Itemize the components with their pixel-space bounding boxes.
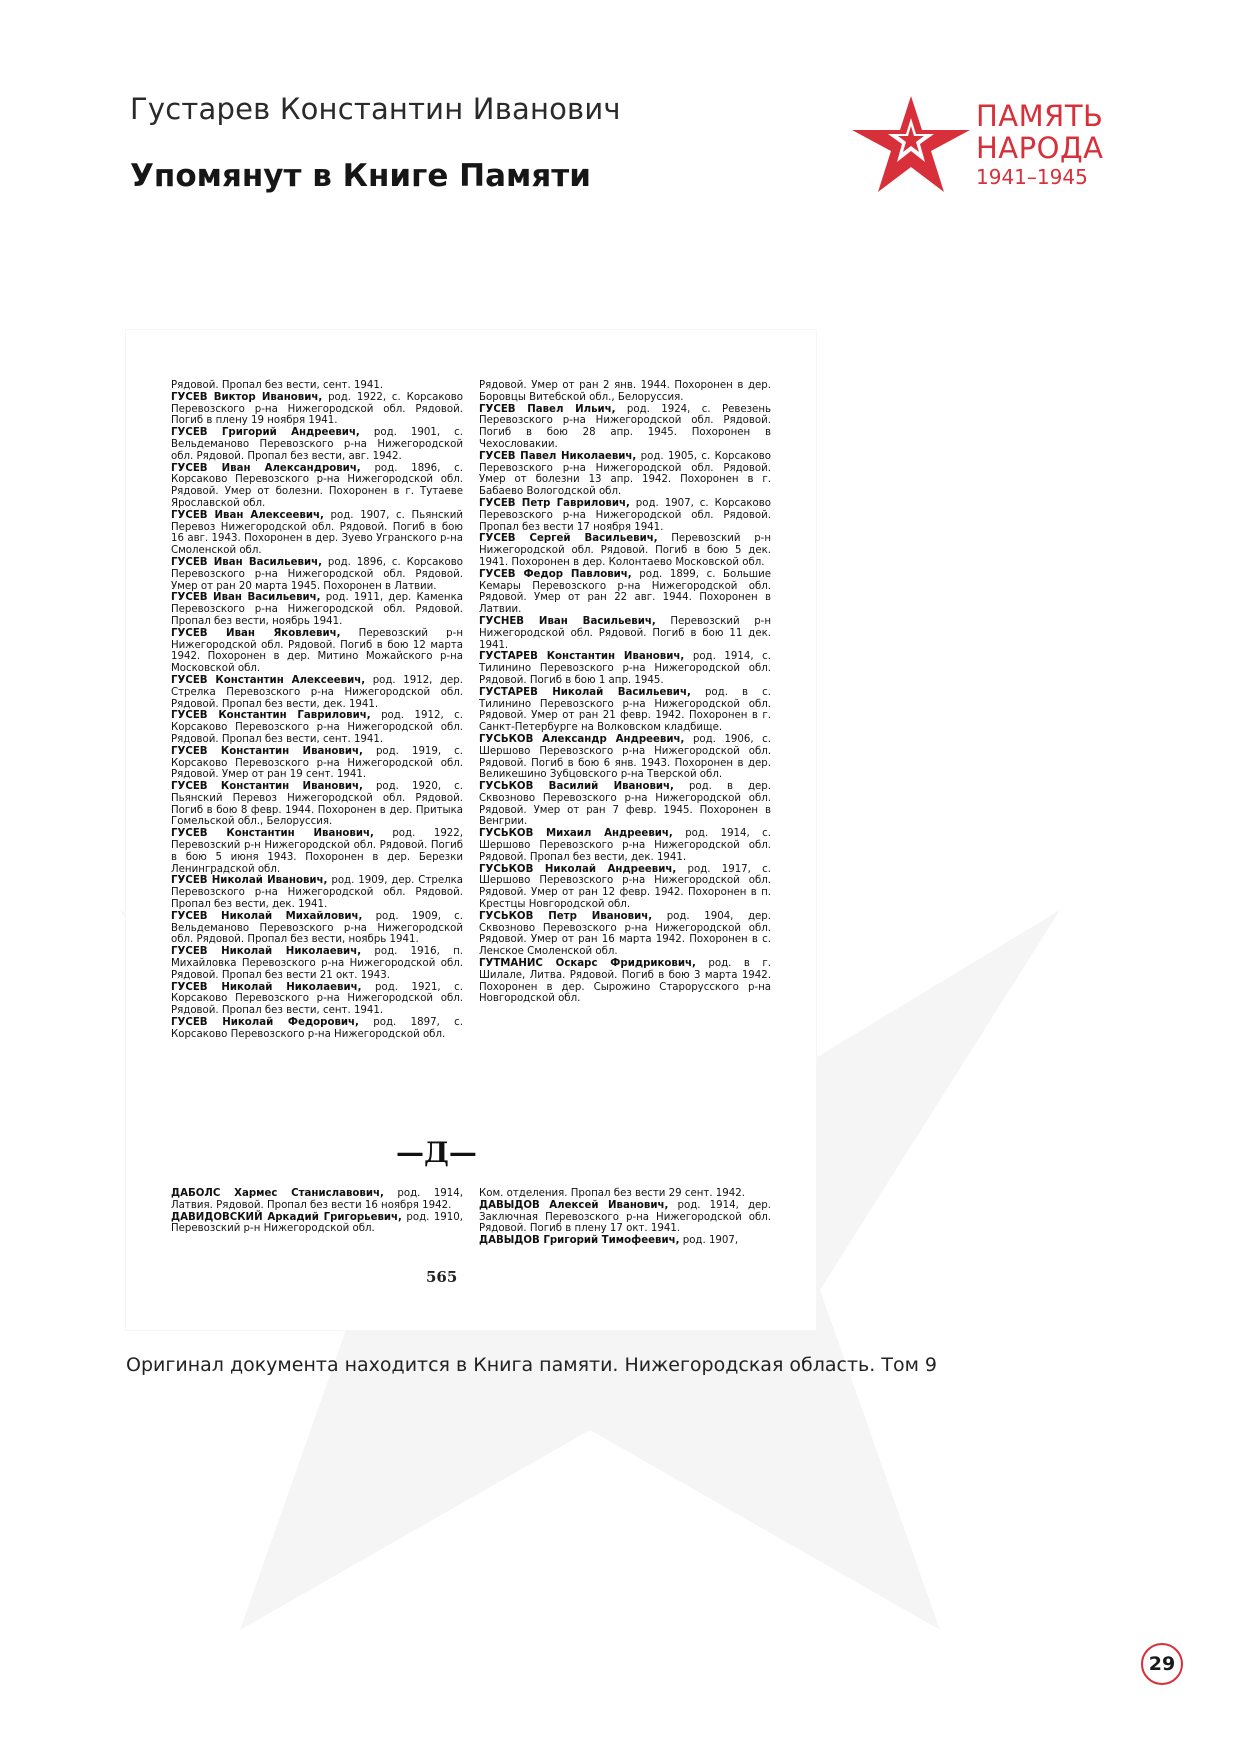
scan-bottom-left-column <box>171 1188 463 1247</box>
entry-name: ГУСЕВ Николай Николаевич, <box>171 981 362 993</box>
memorial-entry <box>171 675 463 710</box>
memorial-entry <box>171 592 463 627</box>
entry-name: ГУСЕВ Николай Иванович, <box>171 875 328 887</box>
memorial-entry <box>171 463 463 510</box>
entry-name: ГУСЬКОВ Михаил Андреевич, <box>479 828 673 840</box>
person-name: Густарев Константин Иванович <box>130 92 621 126</box>
memorial-entry <box>479 734 771 781</box>
entry-name: ГУСЕВ Константин Иванович, <box>171 781 363 793</box>
red-star-icon <box>852 96 970 192</box>
entry-text: род. в дер. Сквозново Перевозского р-на Нижегородской обл. Рядовой. Умер от ран 7 февр. 1945. Похоронен в Венгрии. <box>479 781 771 828</box>
scan-bottom-right-column <box>479 1188 771 1247</box>
entry-name: ГУСЕВ Иван Васильевич, <box>171 592 321 604</box>
memorial-entry <box>479 616 771 651</box>
entry-name: ГУСЕВ Константин Иванович, <box>171 745 363 757</box>
entry-text: род. 1922, Перевозский р-н Нижегородской обл. Рядовой. Погиб в бою 5 июня 1943. Похоронен в дер. Березки Ленинградской обл. <box>171 828 463 875</box>
entry-name: ГУСЕВ Николай Михайлович, <box>171 910 363 922</box>
entry-name: ДАВИДОВСКИЙ Аркадий Григорьевич, <box>171 1211 402 1223</box>
entry-name: ГУСЕВ Петр Гаврилович, <box>479 497 630 509</box>
scan-left-column <box>171 380 463 1041</box>
entry-name: ГУСЕВ Григорий Андреевич, <box>171 427 360 439</box>
entry-name: ГУСЕВ Иван Яковлевич, <box>171 627 341 639</box>
memorial-entry <box>479 781 771 828</box>
entry-text: род. 1910, Перевозский р-н Нижегородской обл. <box>171 1211 463 1235</box>
memorial-entry <box>479 380 771 404</box>
memorial-entry <box>171 628 463 675</box>
entry-name: ГУСЕВ Иван Александрович, <box>171 462 361 474</box>
entry-text: род. 1909, дер. Стрелка Перевозского р-на Нижегородской обл. Рядовой. Пропал без вести, дек. 1941. <box>171 875 463 911</box>
entry-text: род. 1906, с. Шершово Перевозского р-на Нижегородской обл. Рядовой. Погиб в бою 6 янв. 1943. Похоронен в дер. Великешино Зубцовского р-на Тверской обл. <box>479 733 771 781</box>
entry-name: ДАВЫДОВ Григорий Тимофеевич, <box>479 1235 680 1247</box>
memorial-entry <box>479 958 771 1005</box>
entry-text: род. 1905, с. Корсаково Перевозского р-на Нижегородской обл. Рядовой. Умер от болезни 13 апр. 1942. Похоронен в г. Бабаево Вологодской обл. <box>479 450 771 498</box>
entry-name: ГУСЕВ Константин Иванович, <box>171 828 374 840</box>
entry-text: род. 1896, с. Корсаково Перевозского р-на Нижегородской обл. Рядовой. Умер от болезни. Похоронен в г. Тутаеве Ярославской обл. <box>171 462 463 509</box>
entry-text: род. 1922, с. Корсаково Перевозского р-на Нижегородской обл. Рядовой. Погиб в плену 19 ноября 1941. <box>171 391 463 427</box>
entry-text: род. 1912, дер. Стрелка Перевозского р-на Нижегородской обл. Рядовой. Пропал без вести, дек. 1941. <box>171 674 464 710</box>
memorial-entry <box>171 1017 463 1041</box>
entry-text: род. в г. Шилале, Литва. Рядовой. Погиб в бою 3 марта 1942. Похоронен в дер. Сырожино Старорусского р-на Новгородской обл. <box>479 958 771 1005</box>
entry-text: род. в с. Тилинино Перевозского р-на Нижегородской обл. Рядовой. Умер от ран 21 февр. 1942. Похоронен в г. Санкт-Петербурге на Волковском кладбище. <box>479 686 771 734</box>
memorial-entry <box>479 651 771 686</box>
entry-text: род. 1921, с. Корсаково Перевозского р-на Нижегородской обл. Рядовой. Пропал без вести, сент. 1941. <box>171 981 464 1017</box>
entry-text: род. 1901, с. Вельдеманово Перевозского р-на Нижегородской обл. Рядовой. Пропал без вести, авг. 1942. <box>171 427 463 462</box>
memorial-entry <box>479 1200 771 1235</box>
entry-name: ГУСЕВ Иван Алексеевич, <box>171 509 324 521</box>
memorial-entry <box>171 828 463 875</box>
entry-text: род. 1914, с. Шершово Перевозского р-на Нижегородской обл. Рядовой. Пропал без вести, дек. 1941. <box>479 828 771 863</box>
entry-name: ГУСНЕВ Иван Васильевич, <box>479 615 656 627</box>
scan-right-column <box>479 380 771 1041</box>
memorial-entry <box>171 982 463 1017</box>
entry-name: ГУСТАРЕВ Николай Васильевич, <box>479 686 691 698</box>
entry-text: род. 1899, с. Большие Кемары Перевозского р-на Нижегородской обл. Рядовой. Умер от ран 22 авг. 1944. Похоронен в Латвии. <box>479 568 771 616</box>
entry-text: Перевозский р-н Нижегородской обл. Рядовой. Погиб в бою 5 дек. 1941. Похоронен в дер. Колонтаево Московской обл. <box>479 533 771 568</box>
entry-name: ГУСЬКОВ Петр Иванович, <box>479 910 653 922</box>
memorial-entry <box>479 828 771 863</box>
memorial-entry <box>171 946 463 981</box>
memorial-entry <box>171 1212 463 1236</box>
entry-text: Рядовой. Умер от ран 2 янв. 1944. Похоронен в дер. Боровцы Витебской обл., Белоруссия. <box>479 380 771 403</box>
letter-heading: —Д— <box>396 1136 477 1169</box>
memorial-entry <box>171 427 463 462</box>
memorial-entry <box>479 451 771 498</box>
entry-name: ГУСЕВ Константин Алексеевич, <box>171 674 366 686</box>
logo-line-2: НАРОДА <box>976 131 1104 165</box>
memorial-entry <box>479 569 771 616</box>
entry-text: род. 1907, <box>682 1235 739 1247</box>
source-caption: Оригинал документа находится в Книга памяти. Нижегородская область. Том 9 <box>126 1354 938 1376</box>
entry-name: ГУТМАНИС Оскарс Фридрикович, <box>479 958 696 970</box>
logo <box>852 96 1132 206</box>
entry-text: Ком. отделения. Пропал без вести 29 сент. 1942. <box>479 1188 745 1199</box>
entry-name: ГУСЬКОВ Николай Андреевич, <box>479 863 677 875</box>
entry-name: ГУСЕВ Иван Васильевич, <box>171 556 322 568</box>
entry-name: ГУСЕВ Павел Николаевич, <box>479 450 637 462</box>
memorial-entry <box>479 911 771 958</box>
memorial-entry <box>479 864 771 911</box>
entry-name: ГУСЬКОВ Александр Андреевич, <box>479 733 685 745</box>
scan-columns <box>171 380 771 1041</box>
entry-text: Рядовой. Пропал без вести, сент. 1941. <box>171 380 384 391</box>
mention-title: Упомянут в Книге Памяти <box>130 158 591 194</box>
memorial-entry <box>479 533 771 568</box>
entry-text: род. 1920, с. Пьянский Перевоз Нижегородской обл. Рядовой. Погиб в бою 8 февр. 1944. Похоронен в дер. Притыка Гомельской обл., Белоруссия. <box>171 781 463 828</box>
entry-text: род. 1919, с. Корсаково Перевозского р-на Нижегородской обл. Рядовой. Умер от ран 19 сент. 1941. <box>171 745 463 781</box>
entry-text: род. 1914, дер. Заключная Перевозского р-на Нижегородской обл. Рядовой. Погиб в плену 17 окт. 1941. <box>479 1199 771 1235</box>
memorial-entry <box>171 510 463 557</box>
memorial-entry <box>479 1188 771 1200</box>
scan-bottom-columns <box>171 1188 771 1247</box>
entry-name: ГУСЕВ Николай Николаевич, <box>171 946 362 958</box>
entry-name: ГУСЕВ Сергей Васильевич, <box>479 533 658 545</box>
entry-name: ДАБОЛС Хармес Станиславович, <box>171 1188 384 1199</box>
page-number-badge: 29 <box>1141 1643 1183 1685</box>
logo-line-1: ПАМЯТЬ <box>976 99 1104 133</box>
entry-text: Перевозский р-н Нижегородской обл. Рядовой. Погиб в бою 12 марта 1942. Похоронен в дер. Митино Можайского р-на Московской обл. <box>171 627 463 675</box>
memorial-entry <box>171 380 463 392</box>
entry-text: род. 1914, с. Тилинино Перевозского р-на Нижегородской обл. Рядовой. Погиб в бою 1 апр. 1945. <box>479 651 772 686</box>
memorial-entry <box>171 875 463 910</box>
entry-name: ГУСЬКОВ Василий Иванович, <box>479 781 674 793</box>
entry-text: род. 1914, Латвия. Рядовой. Пропал без вести 16 ноября 1942. <box>171 1188 463 1211</box>
entry-text: род. 1907, с. Корсаково Перевозского р-на Нижегородской обл. Рядовой. Пропал без вести 17 ноября 1941. <box>479 497 771 533</box>
memorial-entry <box>171 710 463 745</box>
entry-text: род. 1907, с. Пьянский Перевоз Нижегородской обл. Рядовой. Погиб в бою 16 авг. 1943. Похоронен в дер. Зуево Угранского р-на Смоленской обл. <box>171 509 463 557</box>
entry-text: род. 1912, с. Корсаково Перевозского р-на Нижегородской обл. Рядовой. Пропал без вести, сент. 1941. <box>171 710 463 745</box>
entry-text: род. 1897, с. Корсаково Перевозского р-на Нижегородской обл. <box>171 1017 464 1040</box>
entry-name: ГУСТАРЕВ Константин Иванович, <box>479 651 685 663</box>
memorial-entry <box>171 557 463 592</box>
logo-text <box>976 99 1104 189</box>
scan-page-number: 565 <box>426 1268 458 1286</box>
entry-name: ГУСЕВ Павел Ильич, <box>479 403 616 415</box>
entry-text: род. 1917, с. Шершово Перевозского р-на Нижегородской обл. Рядовой. Умер от ран 12 февр. 1942. Похоронен в п. Крестцы Новгородской обл. <box>479 863 771 911</box>
entry-text: род. 1924, с. Ревезень Перевозского р-на Нижегородской обл. Рядовой. Погиб в бою 28 апр. 1945. Похоронен в Чехословакии. <box>479 403 771 450</box>
memorial-entry <box>171 1188 463 1212</box>
memorial-entry <box>171 746 463 781</box>
entry-text: род. 1916, п. Михайловка Перевозского р-на Нижегородской обл. Рядовой. Пропал без вести 21 окт. 1943. <box>171 946 463 981</box>
document-scan <box>126 330 816 1330</box>
logo-years: 1941–1945 <box>976 165 1088 189</box>
memorial-entry <box>171 392 463 427</box>
entry-text: род. 1911, дер. Каменка Перевозского р-на Нижегородской обл. Рядовой. Пропал без вести, ноябрь 1941. <box>171 592 463 627</box>
memorial-entry <box>171 781 463 828</box>
entry-text: род. 1909, с. Вельдеманово Перевозского р-на Нижегородской обл. Рядовой. Пропал без вести, ноябрь 1941. <box>171 910 463 946</box>
memorial-entry <box>171 911 463 946</box>
entry-name: ГУСЕВ Константин Гаврилович, <box>171 710 371 722</box>
memorial-entry <box>479 1235 771 1247</box>
entry-name: ГУСЕВ Виктор Иванович, <box>171 391 323 403</box>
memorial-entry <box>479 687 771 734</box>
entry-name: ДАВЫДОВ Алексей Иванович, <box>479 1199 669 1211</box>
memorial-entry <box>479 498 771 533</box>
entry-text: род. 1896, с. Корсаково Перевозского р-на Нижегородской обл. Рядовой. Умер от ран 20 марта 1945. Похоронен в Латвии. <box>171 556 463 592</box>
memorial-entry <box>479 404 771 451</box>
entry-text: Перевозский р-н Нижегородской обл. Рядовой. Погиб в бою 11 дек. 1941. <box>479 615 771 651</box>
entry-name: ГУСЕВ Федор Павлович, <box>479 568 632 580</box>
entry-name: ГУСЕВ Николай Федорович, <box>171 1017 359 1029</box>
entry-text: род. 1904, дер. Сквозново Перевозского р-на Нижегородской обл. Рядовой. Умер от ран 16 марта 1942. Похоронен в с. Ленское Смоленской обл. <box>479 910 772 958</box>
